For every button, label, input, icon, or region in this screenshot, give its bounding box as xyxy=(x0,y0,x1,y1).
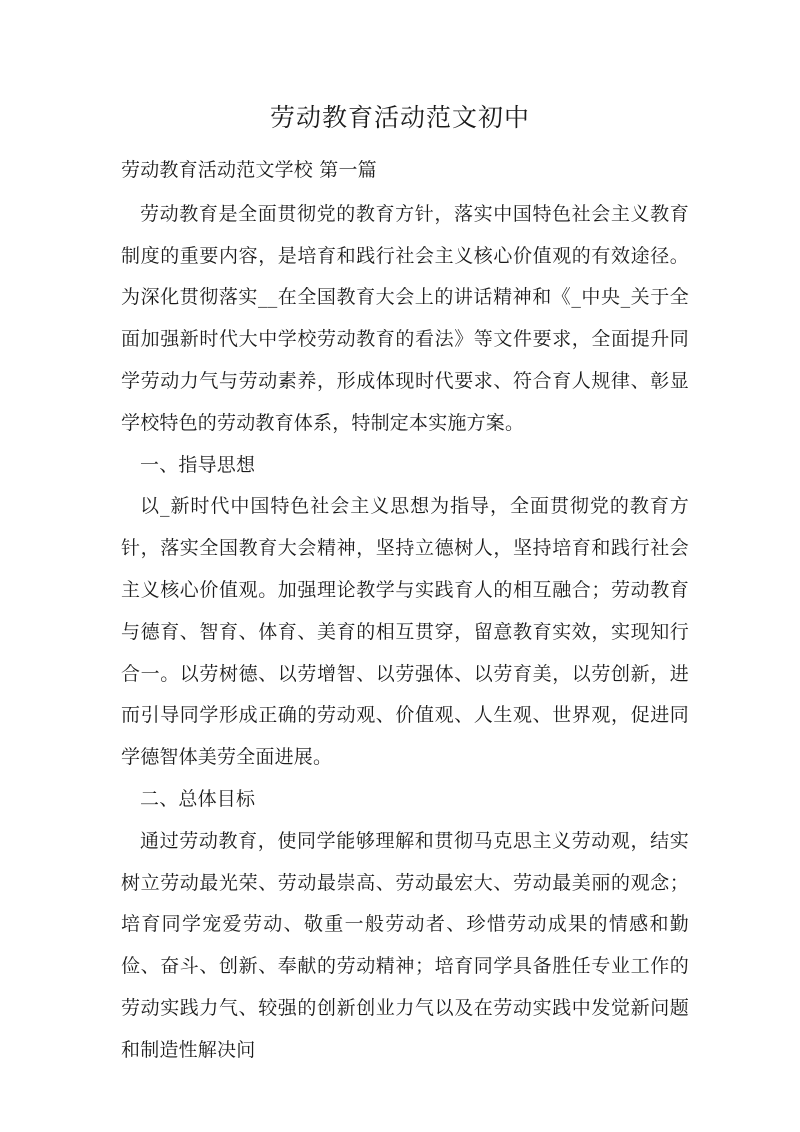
document-subtitle: 劳动教育活动范文学校 第一篇 xyxy=(121,159,377,181)
section-heading-overall-goals: 二、总体目标 xyxy=(140,787,256,810)
document-body xyxy=(121,150,689,1072)
section-heading-guiding-ideology: 一、指导思想 xyxy=(140,453,256,476)
document-title: 劳动教育活动范文初中 xyxy=(269,103,530,132)
section-paragraph-guiding-ideology: 以_新时代中国特色社会主义思想为指导，全面贯彻党的教育方针，落实全国教育大会精神，坚持立德树人，坚持培育和践行社会主义核心价值观。加强理论教学与实践育人的相互融合；劳动教育与德育、智育、体育、美育的相互贯穿，留意教育实效，实现知行合一。以劳树德、以劳增智、以劳强体、以劳育美，以劳创新，进而引导同学形成正确的劳动观、价值观、人生观、世界观，促进同学德智体美劳全面进展。 xyxy=(121,495,689,769)
section-paragraph-overall-goals: 通过劳动教育，使同学能够理解和贯彻马克思主义劳动观，结实树立劳动最光荣、劳动最崇高、劳动最宏大、劳动最美丽的观念；培育同学宠爱劳动、敬重一般劳动者、珍惜劳动成果的情感和勤俭、奋斗、创新、奉献的劳动精神；培育同学具备胜任专业工作的劳动实践力气、较强的创新创业力气以及在劳动实践中发觉新问题和制造性解决问 xyxy=(121,829,689,1061)
intro-paragraph: 劳动教育是全面贯彻党的教育方针，落实中国特色社会主义教育制度的重要内容，是培育和践行社会主义核心价值观的有效途径。为深化贯彻落实__在全国教育大会上的讲话精神和《_中央_关于全面加强新时代大中学校劳动教育的看法》等文件要求，全面提升同学劳动力气与劳动素养，形成体现时代要求、符合育人规律、彰显学校特色的劳动教育体系，特制定本实施方案。 xyxy=(121,202,689,434)
